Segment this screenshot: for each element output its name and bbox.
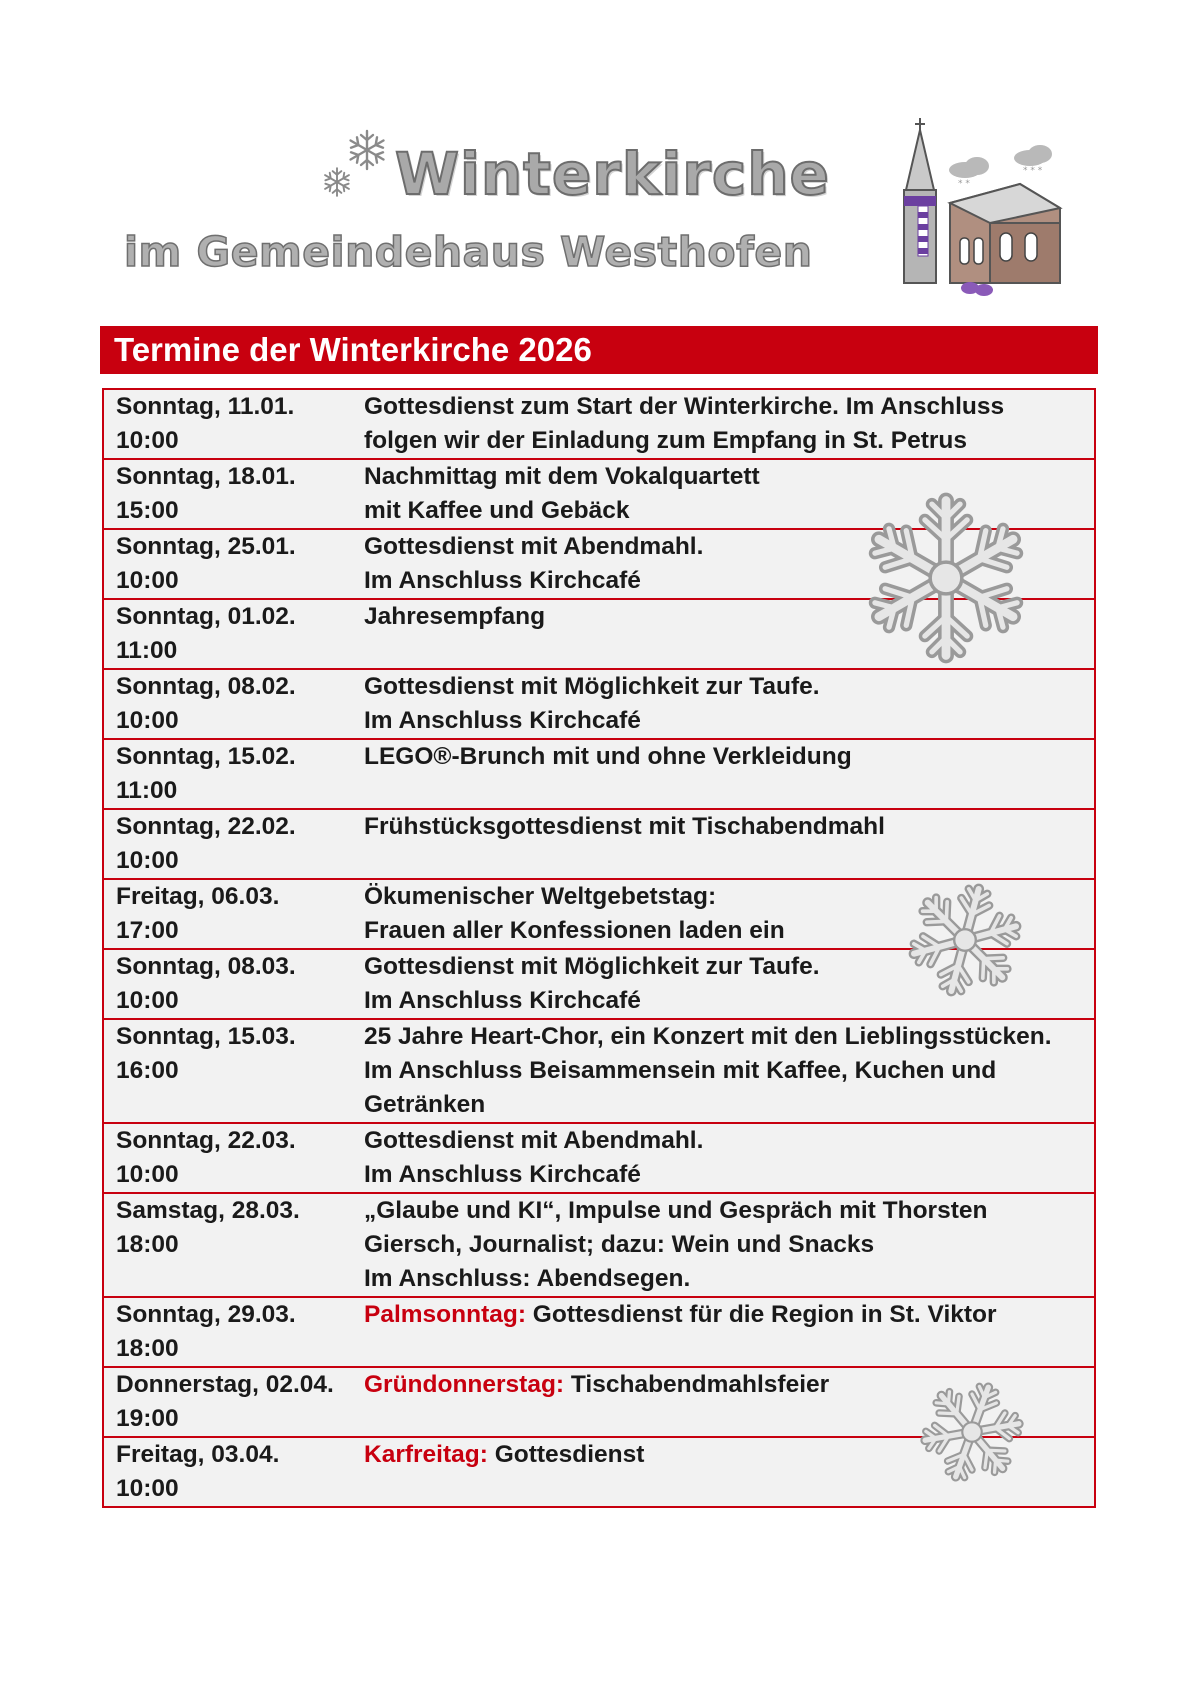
- event-date: Sonntag, 29.03.: [116, 1301, 296, 1328]
- event-date: Samstag, 28.03.: [116, 1197, 300, 1224]
- table-row: [104, 670, 1094, 740]
- schedule-table: [102, 388, 1096, 1508]
- table-row: [104, 740, 1094, 810]
- table-row: [104, 1368, 1094, 1438]
- table-row: [104, 390, 1094, 460]
- event-time: 16:00: [116, 1057, 179, 1084]
- event-description: Gottesdienst mit Möglichkeit zur Taufe.: [364, 953, 820, 980]
- event-time: 17:00: [116, 917, 179, 944]
- table-row: [104, 530, 1094, 600]
- table-row: [104, 1124, 1094, 1194]
- event-description: Giersch, Journalist; dazu: Wein und Snacks: [364, 1231, 875, 1258]
- event-time: 10:00: [116, 987, 179, 1014]
- event-time: 15:00: [116, 497, 179, 524]
- section-title: Termine der Winterkirche 2026: [100, 326, 1098, 374]
- event-description: Gottesdienst mit Möglichkeit zur Taufe.: [364, 673, 820, 700]
- event-date: Donnerstag, 02.04.: [116, 1371, 334, 1398]
- event-time: 10:00: [116, 427, 179, 454]
- event-time: 19:00: [116, 1405, 179, 1432]
- event-description: Jahresempfang: [364, 603, 546, 630]
- event-time: 11:00: [116, 777, 178, 804]
- event-description: folgen wir der Einladung zum Empfang in St. Petrus: [364, 427, 968, 454]
- event-date: Sonntag, 11.01.: [116, 393, 295, 420]
- event-highlight: Gründonnerstag:: [364, 1371, 565, 1398]
- event-description: Tischabendmahlsfeier: [564, 1371, 830, 1398]
- event-time: 10:00: [116, 567, 179, 594]
- table-row: [104, 810, 1094, 880]
- table-row: [104, 600, 1094, 670]
- event-time: 10:00: [116, 1475, 179, 1502]
- event-time: 10:00: [116, 707, 179, 734]
- event-description: LEGO®-Brunch mit und ohne Verkleidung: [364, 743, 852, 770]
- event-date: Sonntag, 15.03.: [116, 1023, 296, 1050]
- event-description: Frühstücksgottesdienst mit Tischabendmahl: [364, 813, 885, 840]
- event-description: Im Anschluss Kirchcafé: [364, 987, 641, 1014]
- table-row: [104, 1438, 1094, 1506]
- church-icon: [880, 118, 1070, 298]
- svg-text:* *: * *: [958, 179, 970, 189]
- table-row: [104, 880, 1094, 950]
- event-description: „Glaube und KI“, Impulse und Gespräch mit Thorsten: [364, 1197, 988, 1224]
- event-time: 10:00: [116, 847, 179, 874]
- event-time: 10:00: [116, 1161, 179, 1188]
- event-time: 11:00: [116, 637, 178, 664]
- event-date: Sonntag, 18.01.: [116, 463, 296, 490]
- event-description: 25 Jahre Heart-Chor, ein Konzert mit den Lieblingsstücken.: [364, 1023, 1052, 1050]
- event-date: Sonntag, 25.01.: [116, 533, 296, 560]
- page-subtitle: im Gemeindehaus Westhofen: [124, 228, 813, 276]
- table-row: [104, 950, 1094, 1020]
- event-description: Im Anschluss Kirchcafé: [364, 1161, 641, 1188]
- event-highlight: Karfreitag:: [364, 1441, 488, 1468]
- event-time: 18:00: [116, 1231, 179, 1258]
- event-description: Getränken: [364, 1091, 486, 1118]
- event-description: mit Kaffee und Gebäck: [364, 497, 630, 524]
- event-date: Freitag, 03.04.: [116, 1441, 280, 1468]
- event-date: Sonntag, 08.03.: [116, 953, 296, 980]
- event-description: Im Anschluss: Abendsegen.: [364, 1265, 691, 1292]
- event-description: Ökumenischer Weltgebetstag:: [364, 883, 717, 910]
- svg-text:* * *: * * *: [1023, 166, 1043, 176]
- event-date: Sonntag, 22.02.: [116, 813, 296, 840]
- table-row: [104, 1020, 1094, 1124]
- event-description: Nachmittag mit dem Vokalquartett: [364, 463, 760, 490]
- event-highlight: Palmsonntag:: [364, 1301, 526, 1328]
- event-description: Frauen aller Konfessionen laden ein: [364, 917, 785, 944]
- snowflake-icon: [321, 166, 353, 198]
- event-date: Freitag, 06.03.: [116, 883, 280, 910]
- table-row: [104, 1194, 1094, 1298]
- table-row: [104, 1298, 1094, 1368]
- event-description: Im Anschluss Beisammensein mit Kaffee, Kuchen und: [364, 1057, 997, 1084]
- event-description: Gottesdienst für die Region in St. Viktor: [526, 1301, 997, 1328]
- page-title: Winterkirche: [395, 140, 830, 208]
- event-date: Sonntag, 15.02.: [116, 743, 296, 770]
- event-description: Gottesdienst mit Abendmahl.: [364, 1127, 704, 1154]
- event-date: Sonntag, 01.02.: [116, 603, 296, 630]
- event-description: Gottesdienst mit Abendmahl.: [364, 533, 704, 560]
- event-description: Gottesdienst zum Start der Winterkirche. Im Anschluss: [364, 393, 1005, 420]
- event-date: Sonntag, 08.02.: [116, 673, 296, 700]
- event-description: Gottesdienst: [487, 1441, 645, 1468]
- table-row: [104, 460, 1094, 530]
- event-description: Im Anschluss Kirchcafé: [364, 567, 641, 594]
- event-time: 18:00: [116, 1335, 179, 1362]
- event-description: Im Anschluss Kirchcafé: [364, 707, 641, 734]
- event-date: Sonntag, 22.03.: [116, 1127, 296, 1154]
